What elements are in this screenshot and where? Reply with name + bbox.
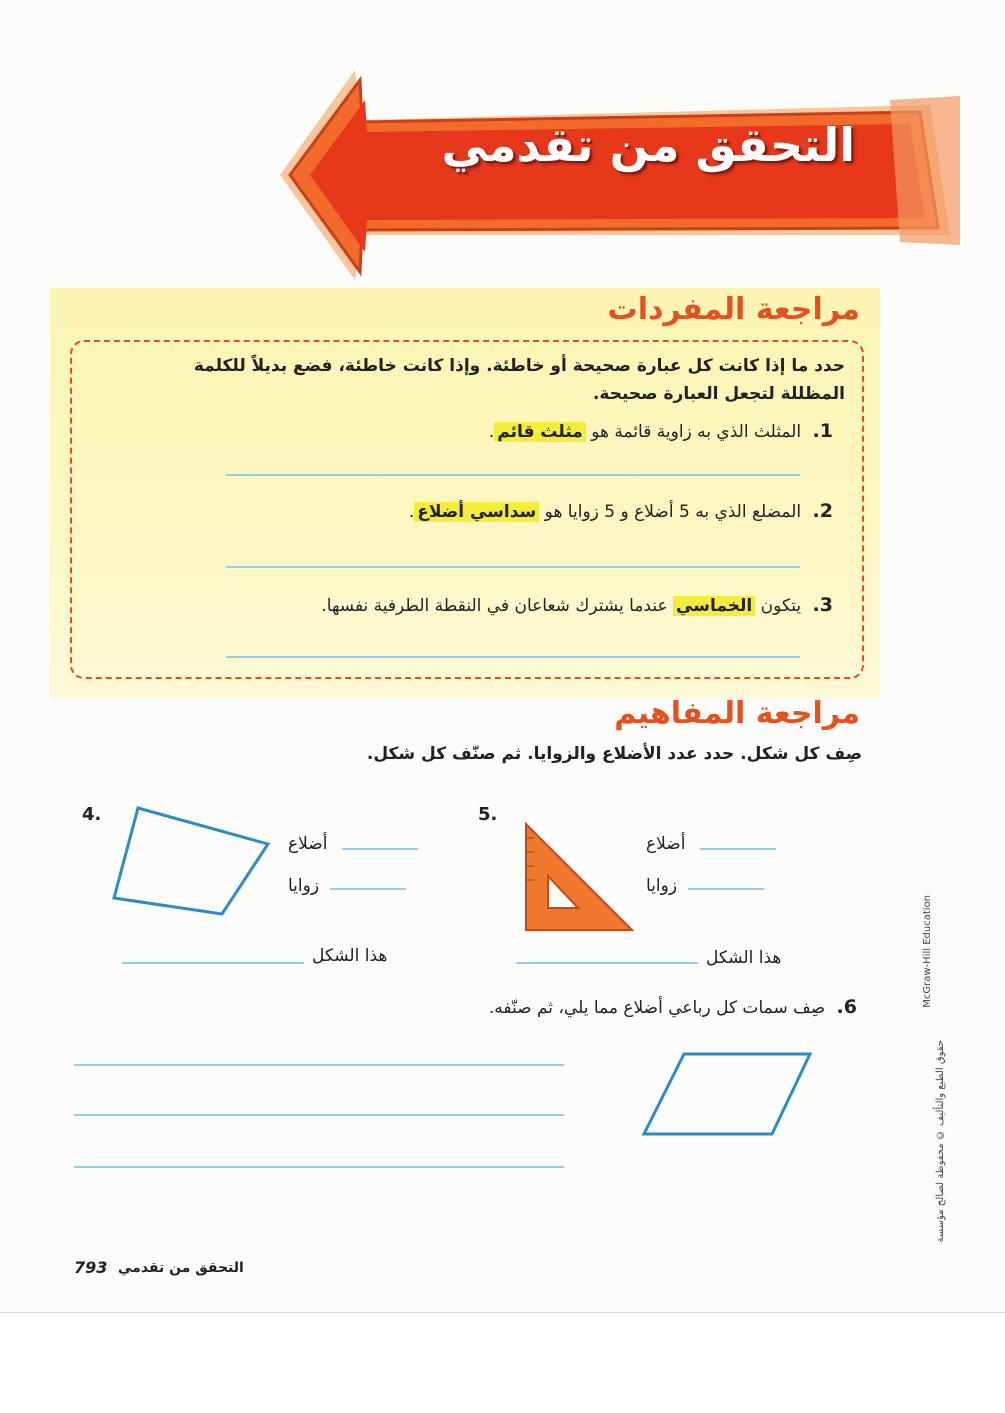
item-number: 1.: [812, 420, 833, 442]
highlighted-term: سداسي أضلاع: [414, 502, 539, 522]
rights-side-text: حقوق الطبع والتأليف © محفوظة لصالح مؤسسة: [935, 1040, 946, 1243]
parallelogram-shape: [640, 1048, 816, 1140]
concepts-instruction: صِف كل شكل. حدد عدد الأضلاع والزوايا. ثم صنّف كل شكل.: [366, 744, 862, 764]
vocabulary-instruction-line2: المظللة لتجعل العبارة صحيحة.: [592, 384, 845, 404]
sides-label: أضلاع: [646, 834, 686, 854]
answer-line-1[interactable]: [226, 474, 800, 476]
page-title: التحقق من تقدمي: [441, 118, 855, 172]
shape-answer-line[interactable]: [516, 962, 698, 964]
problem-4-number: 4.: [82, 804, 102, 825]
problem-6-text: [489, 996, 857, 1018]
vocabulary-item-3: [321, 594, 833, 616]
answer-line-3[interactable]: [226, 656, 800, 658]
item-text-after: .: [488, 422, 495, 442]
page-margin-bottom: [0, 1312, 1005, 1413]
item-text-before: المثلث الذي به زاوية قائمة هو: [591, 422, 802, 442]
shape-label: هذا الشكل: [312, 946, 388, 966]
item-text-before: يتكون: [760, 596, 802, 616]
item-number: 6.: [836, 996, 857, 1018]
angles-answer-line[interactable]: [330, 888, 406, 890]
angles-label: زوايا: [646, 876, 678, 896]
answer-line-6c[interactable]: [74, 1166, 564, 1168]
item-text-before: المضلع الذي به 5 أضلاع و 5 زوايا هو: [544, 502, 802, 522]
item-number: 3.: [812, 594, 833, 616]
shape-label: هذا الشكل: [706, 948, 782, 968]
angles-answer-line[interactable]: [688, 888, 764, 890]
vocabulary-section-title: مراجعة المفردات: [607, 292, 860, 327]
problem-5-number: 5.: [478, 804, 498, 825]
highlighted-term: الخماسي: [673, 596, 755, 616]
sides-answer-line[interactable]: [700, 848, 776, 850]
item-number: 2.: [812, 500, 833, 522]
shape-answer-line[interactable]: [122, 962, 304, 964]
answer-line-2[interactable]: [226, 566, 800, 568]
quadrilateral-shape: [108, 800, 278, 920]
vocabulary-instruction-line1: حدد ما إذا كانت كل عبارة صحيحة أو خاطئة. وإذا كانت خاطئة، فضع بديلاً للكلمة: [193, 356, 845, 376]
problem-6-instruction: صِف سمات كل رباعي أضلاع مما يلي، ثم صنّفه.: [488, 998, 826, 1018]
sides-answer-line[interactable]: [342, 848, 418, 850]
title-arrow-banner: [270, 60, 960, 290]
vocabulary-item-1: [489, 420, 833, 442]
answer-line-6b[interactable]: [74, 1114, 564, 1116]
publisher-side-text: McGraw-Hill Education: [922, 895, 933, 1008]
footer-title: التحقق من تقدمي: [118, 1260, 244, 1276]
page-number: 793: [74, 1258, 108, 1277]
highlighted-term: مثلث قائم: [494, 422, 586, 442]
answer-line-6a[interactable]: [74, 1064, 564, 1066]
right-triangle-ruler-shape: [520, 818, 640, 938]
angles-label: زوايا: [288, 876, 320, 896]
concepts-section-title: مراجعة المفاهيم: [614, 696, 860, 731]
vocabulary-item-2: [409, 500, 833, 522]
sides-label: أضلاع: [288, 834, 328, 854]
item-text-after: .: [408, 502, 415, 522]
item-text-after: عندما يشترك شعاعان في النقطة الطرفية نفسها.: [321, 596, 668, 616]
